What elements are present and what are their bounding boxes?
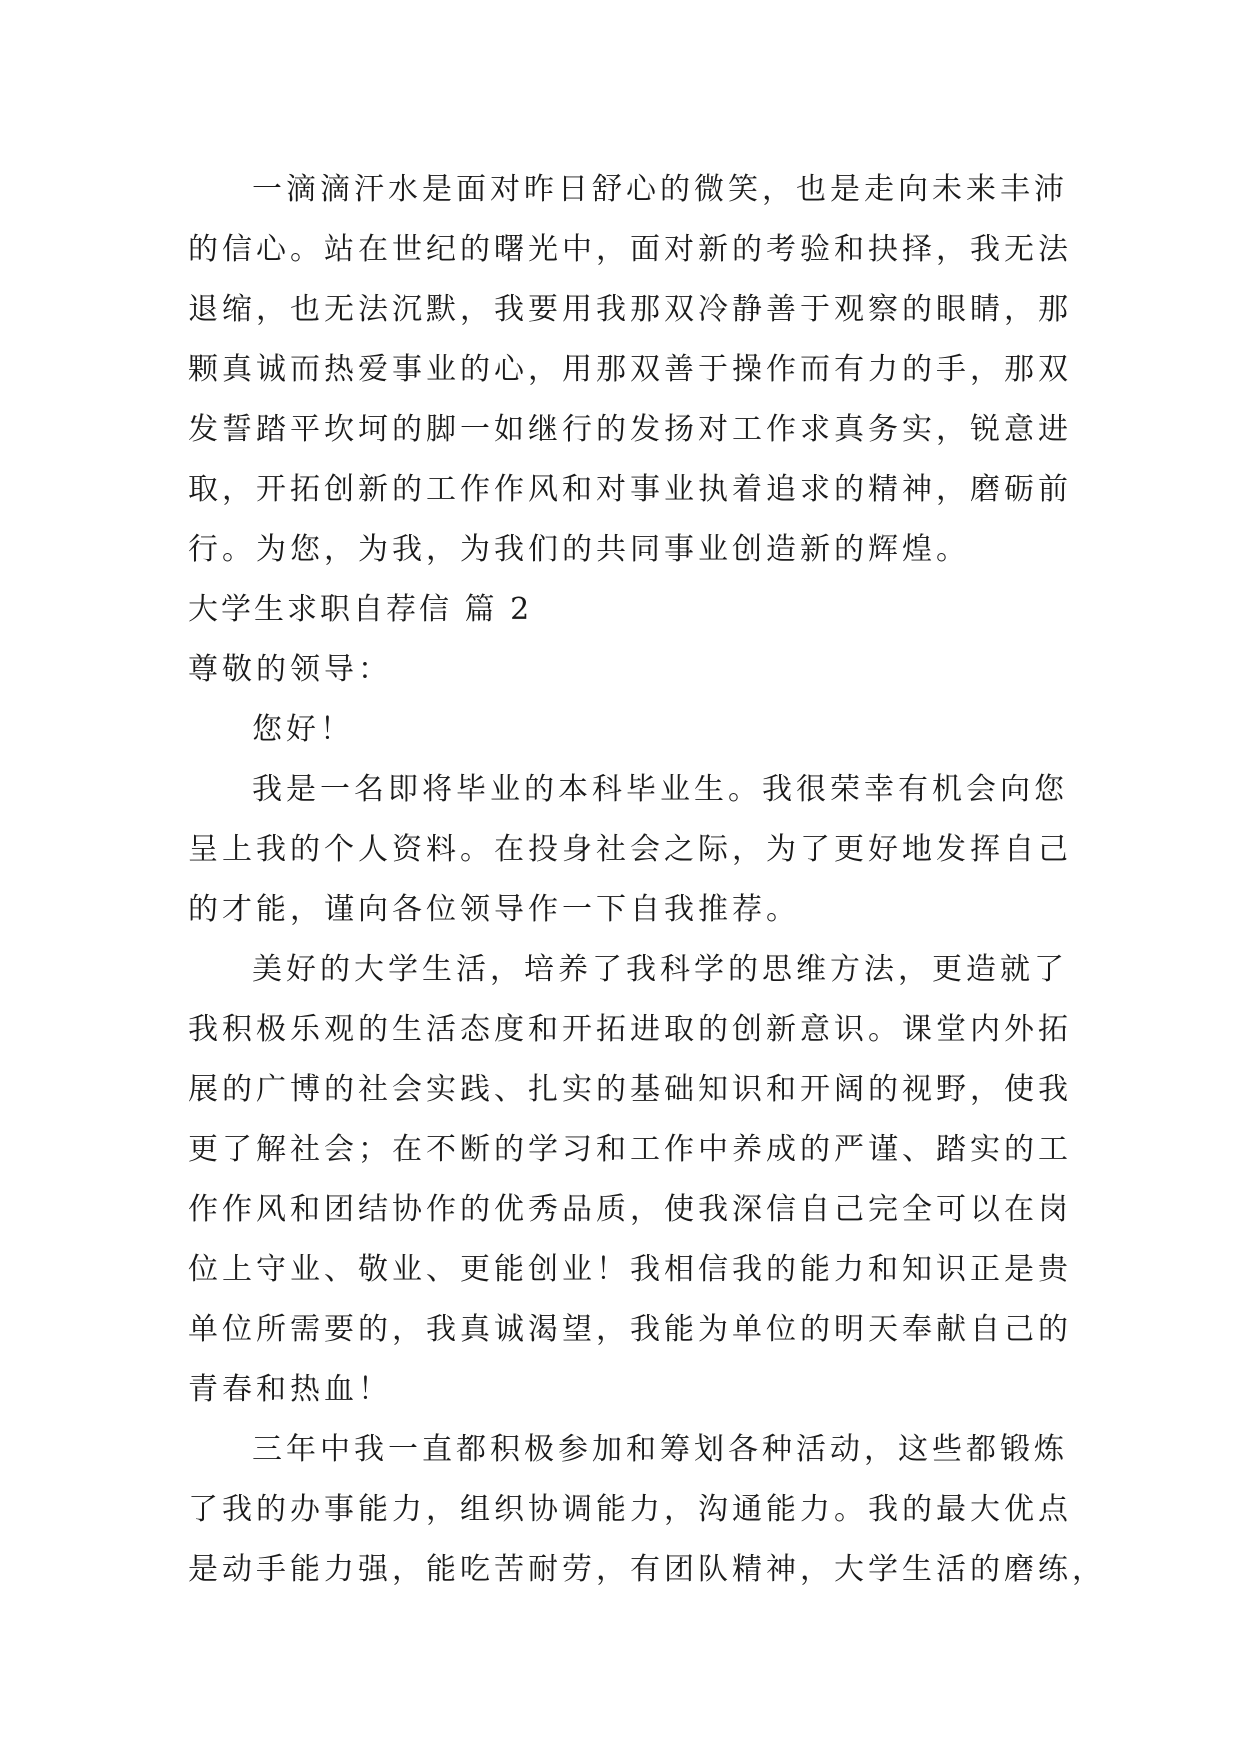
paragraph-line: 美好的大学生活，培养了我科学的思维方法，更造就了 [252, 952, 1068, 987]
paragraph-line: 呈上我的个人资料。在投身社会之际，为了更好地发挥自己 [188, 832, 1072, 867]
paragraph-line: 了我的办事能力，组织协调能力，沟通能力。我的最大优点 [188, 1492, 1072, 1527]
paragraph-line: 行。为您，为我，为我们的共同事业创造新的辉煌。 [188, 532, 970, 567]
paragraph-line: 单位所需要的，我真诚渴望，我能为单位的明天奉献自己的 [188, 1312, 1072, 1347]
document-body [188, 160, 1106, 1600]
greeting: 您好！ [252, 712, 354, 747]
paragraph-line: 展的广博的社会实践、扎实的基础知识和开阔的视野，使我 [188, 1072, 1072, 1107]
paragraph-line: 作作风和团结协作的优秀品质，使我深信自己完全可以在岗 [188, 1192, 1072, 1227]
paragraph-line: 的信心。站在世纪的曙光中，面对新的考验和抉择，我无法 [188, 232, 1072, 267]
paragraph-line: 位上守业、敬业、更能创业！我相信我的能力和知识正是贵 [188, 1252, 1072, 1287]
paragraph-line: 发誓踏平坎坷的脚一如继行的发扬对工作求真务实，锐意进 [188, 412, 1072, 447]
paragraph-line: 我积极乐观的生活态度和开拓进取的创新意识。课堂内外拓 [188, 1012, 1072, 1047]
paragraph-line: 一滴滴汗水是面对昨日舒心的微笑，也是走向未来丰沛 [252, 172, 1068, 207]
paragraph-line: 我是一名即将毕业的本科毕业生。我很荣幸有机会向您 [252, 772, 1068, 807]
section-title: 大学生求职自荐信 篇 2 [188, 592, 533, 627]
paragraph-line: 取，开拓创新的工作作风和对事业执着追求的精神，磨砺前 [188, 472, 1072, 507]
paragraph-activities [188, 1420, 1106, 1600]
paragraph-line: 是动手能力强，能吃苦耐劳，有团队精神，大学生活的磨练， [188, 1552, 1106, 1587]
paragraph-line: 三年中我一直都积极参加和筹划各种活动，这些都锻炼 [252, 1432, 1068, 1467]
paragraph-university-life [188, 940, 1072, 1420]
paragraph-line: 的才能，谨向各位领导作一下自我推荐。 [188, 892, 800, 927]
paragraph-line: 青春和热血！ [188, 1372, 392, 1407]
paragraph-introduction [188, 760, 1072, 940]
paragraph-line: 退缩，也无法沉默，我要用我那双冷静善于观察的眼睛，那 [188, 292, 1072, 327]
paragraph-closing [188, 160, 1072, 580]
paragraph-line: 更了解社会；在不断的学习和工作中养成的严谨、踏实的工 [188, 1132, 1072, 1167]
salutation: 尊敬的领导： [188, 652, 392, 687]
paragraph-line: 颗真诚而热爱事业的心，用那双善于操作而有力的手，那双 [188, 352, 1072, 387]
